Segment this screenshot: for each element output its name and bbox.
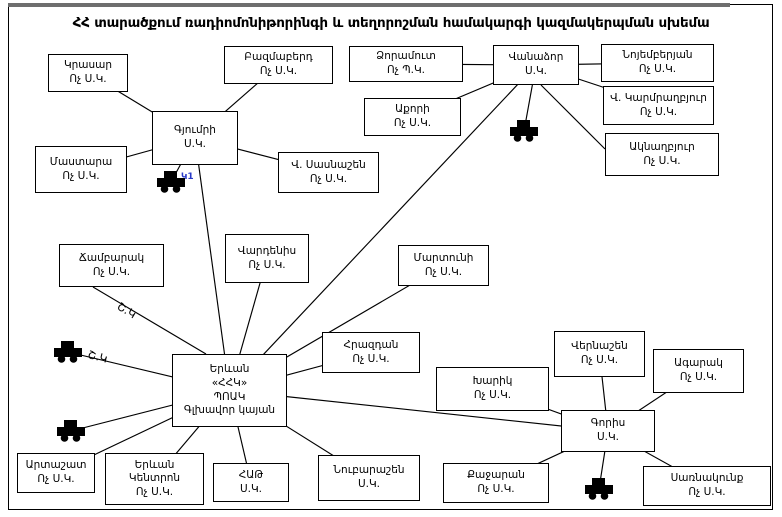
station-label: Հրազդան xyxy=(343,338,399,351)
station-label: Գորիս xyxy=(590,417,626,430)
station-label: Ս.Կ. xyxy=(183,138,207,150)
station-label: ՊՈԱԿ xyxy=(213,390,246,403)
station-label: Ոչ Ս.Կ. xyxy=(477,483,515,495)
station-label: Բազմաբերդ xyxy=(244,51,313,64)
station-box-dzoramut xyxy=(349,46,463,82)
station-box-nubarashen xyxy=(318,455,420,501)
station-label: Ոչ Ս.Կ. xyxy=(639,105,678,118)
mobile-unit-icon xyxy=(53,340,83,364)
station-label: Ոչ Ս.Կ. xyxy=(688,486,726,498)
edge-vanadzor-aknaghbyur xyxy=(541,85,605,149)
station-box-vardenis xyxy=(225,234,309,283)
edge-label-mobile-point: Շ.Կ xyxy=(86,348,109,366)
station-label: Նոյեմբերյան xyxy=(622,49,693,62)
station-label: Արտաշատ xyxy=(25,459,87,472)
station-box-hat xyxy=(213,463,289,502)
station-label: Գլխավոր կայան xyxy=(183,404,276,417)
station-label: Ոչ Ս.Կ. xyxy=(309,172,348,185)
station-label: Կենտրոն xyxy=(128,472,181,485)
station-label: Ոչ Ս.Կ. xyxy=(679,371,718,383)
station-label: Ոչ Ս.Կ. xyxy=(424,265,463,278)
station-label: Ոչ Ս.Կ. xyxy=(643,154,681,167)
station-label: Ագարակ xyxy=(674,357,723,370)
station-label: Վ. Սասնաշեն xyxy=(291,158,366,171)
mobile-unit-icon xyxy=(509,119,539,143)
station-label: Մաստարա xyxy=(49,155,113,168)
station-box-noyemberyan xyxy=(601,44,714,82)
station-label: Կրասար xyxy=(63,59,113,72)
mobile-unit-icon xyxy=(56,419,86,443)
station-box-vernashen xyxy=(554,331,645,377)
edge-yerevan-chambarak xyxy=(93,287,206,354)
station-label: Ոչ Ս.Կ. xyxy=(580,354,619,366)
station-box-karmraghbyur xyxy=(603,86,714,125)
station-label: «ՀՀԿ» xyxy=(211,376,248,389)
station-box-kajaran xyxy=(443,463,549,503)
station-box-akori xyxy=(364,98,461,136)
station-label: Ճամբարակ xyxy=(78,251,145,264)
mobile-unit-icon xyxy=(584,477,614,501)
station-box-yerevan xyxy=(172,354,287,427)
station-label: Երևան xyxy=(134,458,175,471)
station-label: Ոչ Ս.Կ. xyxy=(62,169,100,182)
station-box-sasnashen xyxy=(278,152,379,193)
edge-label-mobile-point: Շ.Կ xyxy=(114,299,139,322)
station-label: Ոչ Ս.Կ. xyxy=(135,485,174,498)
station-label: Սառնակունք xyxy=(670,472,744,485)
station-label: Վանաձոր xyxy=(508,51,564,64)
station-label: Ոչ Ս.Կ. xyxy=(37,473,75,485)
station-label: Մարտունի xyxy=(413,251,474,264)
station-box-agarak xyxy=(653,349,744,393)
station-label: Ս.Կ. xyxy=(524,65,548,77)
station-label: Ոչ Ս.Կ. xyxy=(69,73,107,85)
station-label: Վարդենիս xyxy=(237,244,297,257)
station-box-martuni xyxy=(398,245,489,286)
station-label: Ոչ Ս.Կ. xyxy=(638,63,677,75)
station-label: Ոչ Ս.Կ. xyxy=(92,265,131,278)
station-label: Գյումրի xyxy=(174,124,216,137)
station-label: Ոչ Ս.Կ. xyxy=(393,117,432,129)
station-label: Ս.Կ. xyxy=(357,478,381,490)
diagram-title: ՀՀ տարածքում ռադիոմոնիթորինգի և տեղորոշման համակարգի կազմակերպման սխեմա xyxy=(72,15,710,31)
station-box-gyumri xyxy=(152,111,238,165)
station-label: Խարիկ xyxy=(472,375,513,388)
station-box-sarnakunk xyxy=(643,466,771,506)
station-label: ՀԱԹ xyxy=(238,468,264,481)
station-label: Աքորի xyxy=(395,103,430,116)
station-box-kentron xyxy=(105,453,204,505)
station-box-krasar xyxy=(48,54,128,92)
station-box-hrazdan xyxy=(322,332,420,373)
station-label: Քաջարան xyxy=(467,469,525,482)
station-box-chambarak xyxy=(59,244,164,287)
station-label: Ս.Կ. xyxy=(596,431,620,443)
station-box-artashat xyxy=(17,453,95,493)
station-label: Ոչ Ս.Կ. xyxy=(473,389,512,401)
station-label: Ոչ Ս.Կ. xyxy=(352,352,390,365)
station-label: Ոչ Պ.Կ. xyxy=(386,64,426,76)
station-label: Ս.Կ. xyxy=(239,482,263,495)
station-box-goris xyxy=(561,410,655,452)
station-box-kharik xyxy=(436,367,549,411)
station-label: Վ. Կարմրաղբյուր xyxy=(610,91,707,104)
station-label: Նուբարաշեն xyxy=(333,464,405,477)
station-box-aknaghbyur xyxy=(605,133,719,176)
station-label: Երևան xyxy=(209,363,250,376)
station-box-vanadzor xyxy=(493,45,579,85)
station-label: Ակնաղբյուր xyxy=(629,140,695,153)
station-label: Վերնաշեն xyxy=(571,340,628,353)
station-label: Ոչ Ս.Կ. xyxy=(248,258,286,271)
station-label: Ոչ Ս.Կ. xyxy=(259,65,298,77)
anchor-glyph: Կ1 xyxy=(181,172,194,182)
station-box-bazmaberd xyxy=(224,46,333,84)
station-label: Ձորամուտ xyxy=(376,50,436,63)
station-box-mastara xyxy=(35,146,127,193)
